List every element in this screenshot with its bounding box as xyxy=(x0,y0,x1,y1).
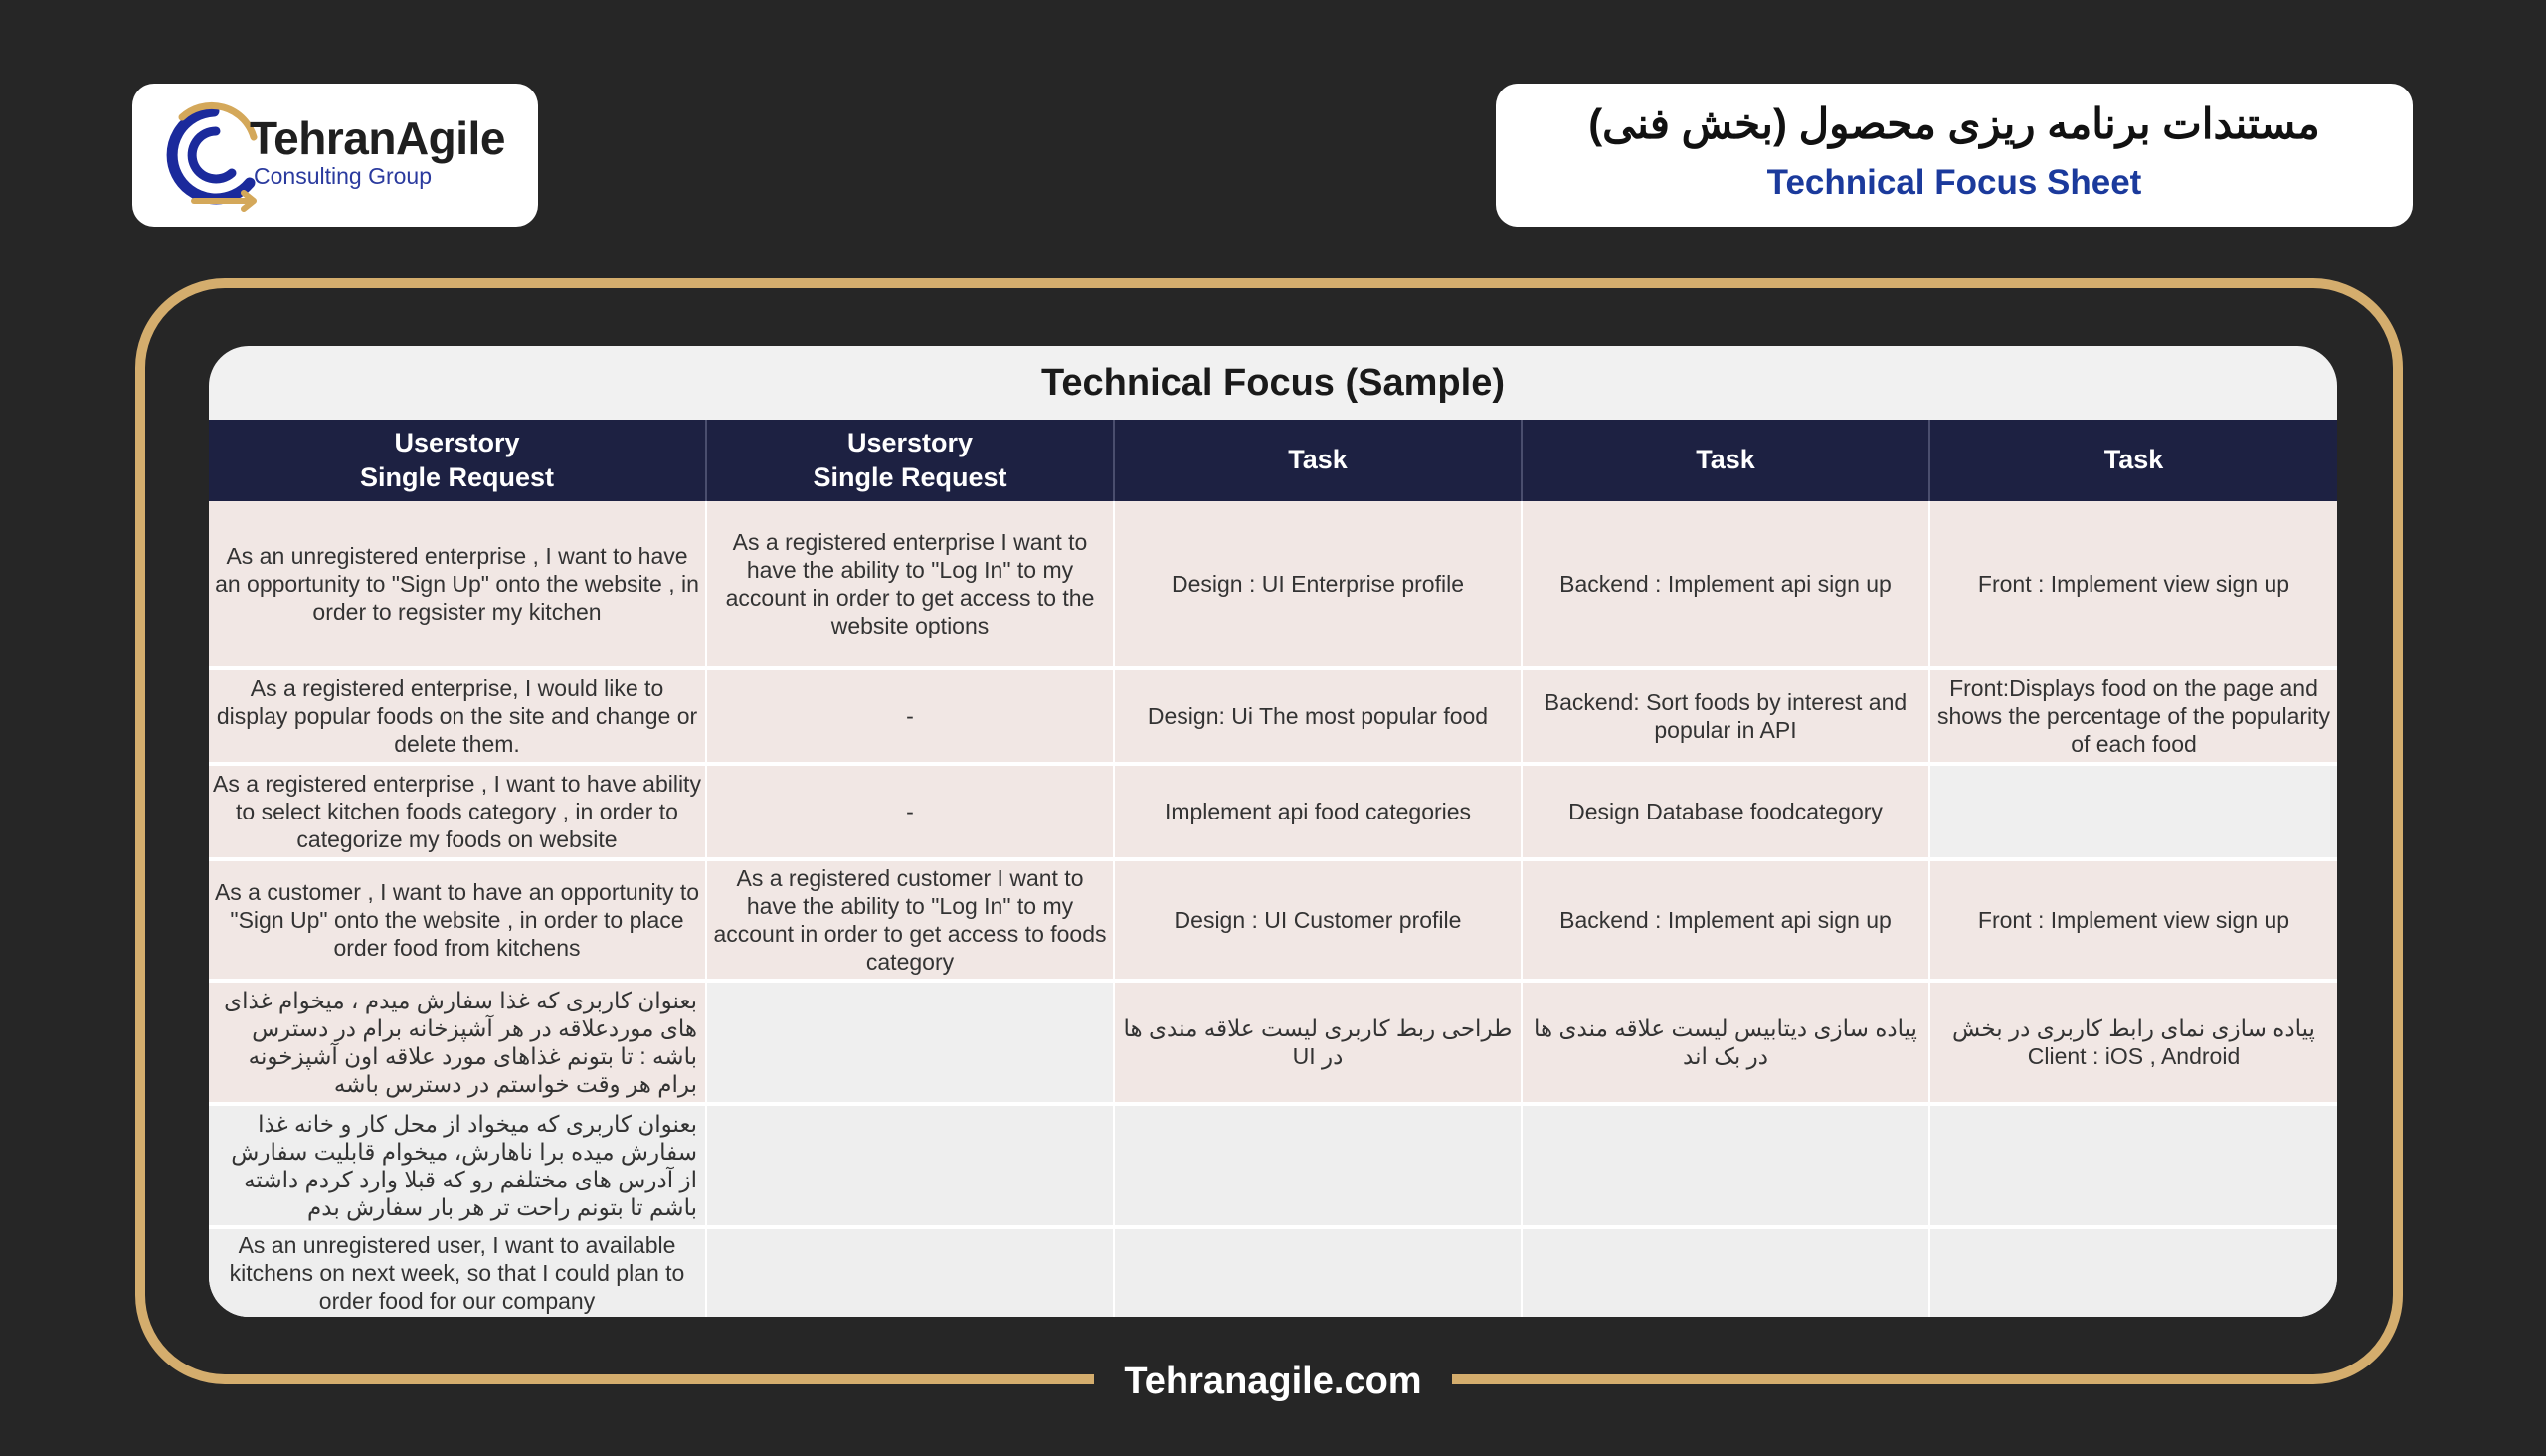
table-cell: As a registered enterprise , I want to have ability to select kitchen foods category , in order to categorize my foods on website xyxy=(209,764,706,859)
column-header-task xyxy=(1114,420,1522,501)
table-cell: Implement api food categories xyxy=(1114,764,1522,859)
table-cell: As a customer , I want to have an opportunity to "Sign Up" onto the website , in order to place order food from kitchens xyxy=(209,859,706,981)
table-cell: - xyxy=(706,764,1114,859)
table-cell xyxy=(706,1227,1114,1317)
table-cell: بعنوان کاربری که غذا سفارش میدم ، میخوام غذای های موردعلاقه در هر آشپزخانه برام در دسترس باشه : تا بتونم غذاهای مورد علاقه اون آشپزخونه برام هر وقت خواستم در دسترس باشه xyxy=(209,981,706,1104)
title-card xyxy=(1496,84,2413,227)
logo-subtitle: Consulting Group xyxy=(254,163,432,189)
column-header-label: Userstory Single Request xyxy=(813,427,1007,492)
table-cell: As an unregistered enterprise , I want to have an opportunity to "Sign Up" onto the website , in order to regsister my kitchen xyxy=(209,501,706,668)
table-cell: Front : Implement view sign up xyxy=(1929,501,2337,668)
table-cell xyxy=(1114,1227,1522,1317)
column-header-task xyxy=(1522,420,1929,501)
footer-website[interactable]: Tehranagile.com xyxy=(1124,1361,1422,1402)
technical-focus-table xyxy=(209,420,2337,1317)
table-cell: Backend : Implement api sign up xyxy=(1522,859,1929,981)
logo-name: TehranAgile xyxy=(250,112,505,164)
table-cell: As a registered enterprise I want to have the ability to "Log In" to my account in order to get access to the website options xyxy=(706,501,1114,668)
table-cell: Design : UI Customer profile xyxy=(1114,859,1522,981)
table-cell: طراحی ربط کاربری لیست علاقه مندی ها در UI xyxy=(1114,981,1522,1104)
table-cell xyxy=(1114,1104,1522,1227)
table-row xyxy=(209,668,2337,764)
table-cell: پیاده سازی نمای رابط کاربری در بخش Client : iOS , Android xyxy=(1929,981,2337,1104)
table-cell xyxy=(1929,1227,2337,1317)
table-cell: As a registered customer I want to have the ability to "Log In" to my account in order to get access to foods category xyxy=(706,859,1114,981)
table-row xyxy=(209,859,2337,981)
table-cell: Front:Displays food on the page and shows the percentage of the popularity of each food xyxy=(1929,668,2337,764)
table-cell xyxy=(1929,1104,2337,1227)
table-cell: Design Database foodcategory xyxy=(1522,764,1929,859)
table-cell: Front : Implement view sign up xyxy=(1929,859,2337,981)
column-header-userstory xyxy=(209,420,706,501)
table-row xyxy=(209,1227,2337,1317)
page-title-english: Technical Focus Sheet xyxy=(1766,163,2142,202)
technical-focus-sheet xyxy=(209,346,2337,1317)
column-header-label: Task xyxy=(2103,445,2164,475)
table-cell: Backend : Implement api sign up xyxy=(1522,501,1929,668)
table-cell: As a registered enterprise, I would like to display popular foods on the site and change or delete them. xyxy=(209,668,706,764)
sheet-title: Technical Focus (Sample) xyxy=(1041,362,1505,404)
table-cell xyxy=(706,1104,1114,1227)
table-header-row xyxy=(209,420,2337,501)
table-cell: پیاده سازی دیتابیس لیست علاقه مندی ها در بک اند xyxy=(1522,981,1929,1104)
table-cell xyxy=(1522,1227,1929,1317)
table-cell xyxy=(1522,1104,1929,1227)
column-header-userstory xyxy=(706,420,1114,501)
column-header-label: Task xyxy=(1288,445,1348,475)
table-cell xyxy=(1929,764,2337,859)
table-cell: - xyxy=(706,668,1114,764)
table-row xyxy=(209,981,2337,1104)
table-row xyxy=(209,764,2337,859)
column-header-label: Userstory Single Request xyxy=(359,427,555,492)
logo-card xyxy=(132,84,538,227)
table-cell xyxy=(706,981,1114,1104)
table-cell: Design : UI Enterprise profile xyxy=(1114,501,1522,668)
table-row xyxy=(209,501,2337,668)
column-header-label: Task xyxy=(1696,445,1755,475)
table-cell: بعنوان کاربری که میخواد از محل کار و خانه غذا سفارش میده برا ناهارش، میخوام قابلیت سفارش از آدرس های مختلفم رو که قبلا وارد کردم داشته باشم تا بتونم راحت تر هر بار سفارش بدم xyxy=(209,1104,706,1227)
page-title-persian: مستندات برنامه ریزی محصول (بخش فنی) xyxy=(1588,100,2320,147)
table-cell: Backend: Sort foods by interest and popular in API xyxy=(1522,668,1929,764)
table-row xyxy=(209,1104,2337,1227)
table-cell: As an unregistered user, I want to available kitchens on next week, so that I could plan to order food for our company xyxy=(209,1227,706,1317)
column-header-task xyxy=(1929,420,2337,501)
table-cell: Design: Ui The most popular food xyxy=(1114,668,1522,764)
